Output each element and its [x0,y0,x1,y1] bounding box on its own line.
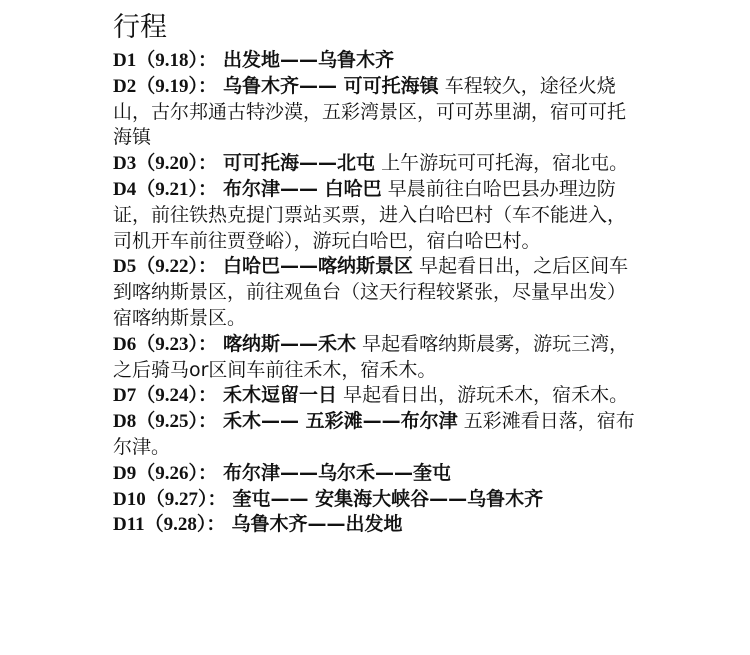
day-label: D3（9.20）： [113,153,217,175]
day-description: 早起看喀纳斯晨雾，游玩三湾，之后骑马or区间车前往禾木，宿禾木。 [113,332,629,381]
day-label: D1（9.18）： [113,50,217,71]
itinerary-entry [113,512,643,538]
itinerary-entry [113,254,643,331]
itinerary-entry [113,383,643,409]
itinerary-title: 行程 [113,12,167,43]
route-text: 白哈巴——喀纳斯景区 [223,255,414,278]
day-label: D5（9.22）： [113,256,217,278]
itinerary-entry [113,332,643,384]
itinerary-entry [113,461,643,487]
day-label: D9（9.26）： [113,462,217,484]
day-description: 上午游玩可可托海，宿北屯。 [381,152,629,175]
route-text: 乌鲁木齐—— 可可托海镇 [223,74,439,97]
day-label: D10（9.27）： [113,488,227,510]
route-text: 禾木逗留一日 [223,384,338,407]
itinerary-entry [113,151,643,177]
route-text: 布尔津——乌尔禾——奎屯 [223,461,452,484]
itinerary-entry [113,409,643,461]
day-label: D2（9.19）： [113,75,217,97]
day-label: D11（9.28）： [113,514,226,536]
route-text: 出发地——乌鲁木齐 [223,49,395,71]
day-label: D7（9.24）： [113,385,217,407]
day-description: 早起看日出，之后区间车到喀纳斯景区，前往观鱼台（这天行程较紧张，尽量早出发）宿喀纳斯景区。 [113,255,629,329]
itinerary-entry [113,177,643,254]
itinerary-entry [113,487,643,513]
day-label: D8（9.25）： [113,411,217,433]
route-text: 布尔津—— 白哈巴 [223,177,382,200]
route-text: 奎屯—— 安集海大峡谷——乌鲁木齐 [232,487,544,510]
route-text: 乌鲁木齐——出发地 [231,513,403,536]
itinerary-document [113,8,643,538]
day-description: 五彩滩看日落，宿布尔津。 [113,410,635,458]
route-text: 可可托海——北屯 [223,152,376,175]
day-description: 早起看日出，游玩禾木，宿禾木。 [343,384,629,407]
route-text: 喀纳斯——禾木 [223,332,357,355]
route-text: 禾木—— 五彩滩——布尔津 [223,410,458,433]
itinerary-entry [113,48,643,74]
itinerary-entry [113,74,643,151]
day-label: D6（9.23）： [113,333,217,355]
day-description: 车程较久，途径火烧山，古尔邦通古特沙漠，五彩湾景区，可可苏里湖，宿可可托海镇 [113,74,627,149]
day-description: 早晨前往白哈巴县办理边防证，前往铁热克提门票站买票，进入白哈巴村（车不能进入，司机开车前往贾登峪），游玩白哈巴，宿白哈巴村。 [113,177,627,252]
day-label: D4（9.21）： [113,178,217,200]
